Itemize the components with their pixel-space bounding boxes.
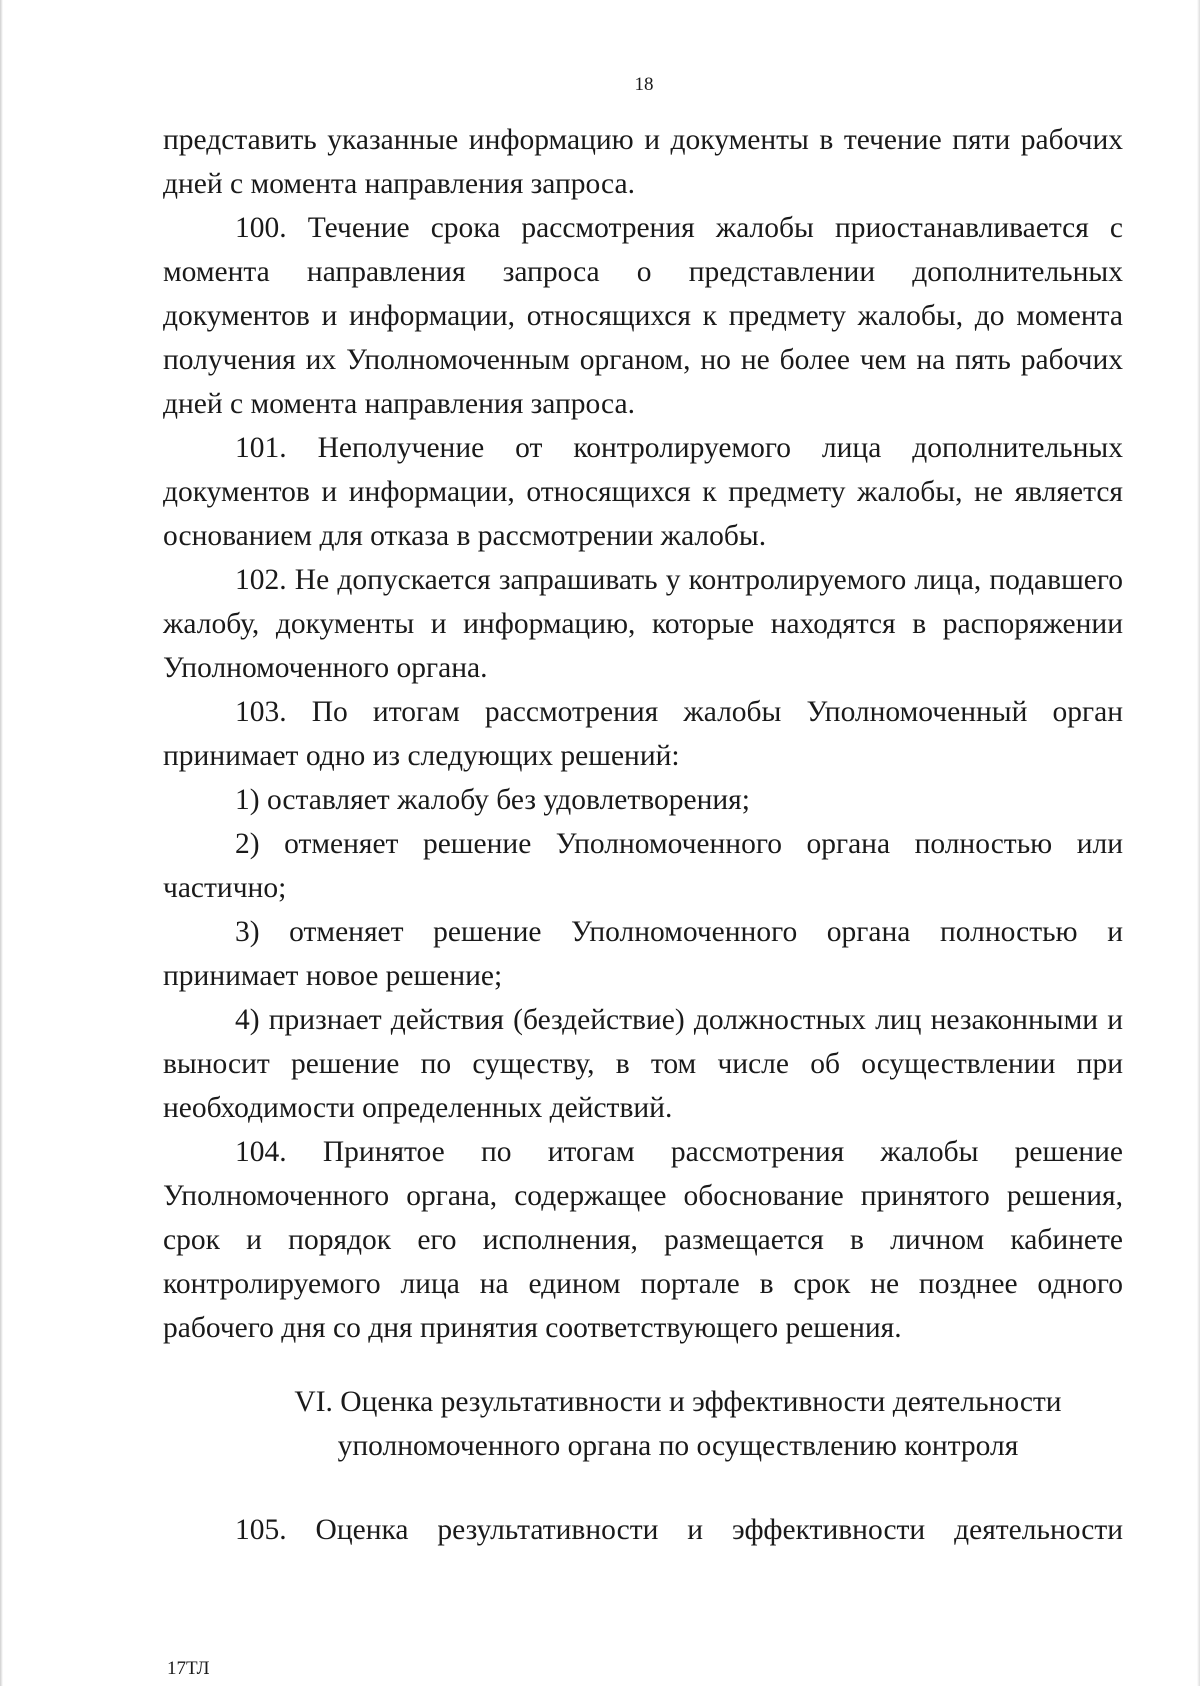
list-item-3: 3) отменяет решение Уполномоченного органа полностью и принимает новое решение;: [163, 916, 1123, 992]
paragraph-104: 104. Принятое по итогам рассмотрения жалобы решение Уполномоченного органа, содержащее обоснование принятого решения, срок и порядок его исполнения, размещается в личном кабинете контролируемого лица на едином портале в срок не позднее одного рабочего дня со дня принятия соответствующего решения.: [163, 1136, 1123, 1344]
section-heading: [163, 1380, 1123, 1468]
paragraph-100: 100. Течение срока рассмотрения жалобы приостанавливается с момента направления запроса о представлении дополнительных документов и информации, относящихся к предмету жалобы, до момента получения их Уполномоченным органом, но не более чем на пять рабочих дней с момента направления запроса.: [163, 212, 1123, 420]
list-item-4: 4) признает действия (бездействие) должностных лиц незаконными и выносит решение по существу, в том числе об осуществлении при необходимости определенных действий.: [163, 1004, 1123, 1124]
paragraph-102: 102. Не допускается запрашивать у контролируемого лица, подавшего жалобу, документы и информацию, которые находятся в распоряжении Уполномоченного органа.: [163, 564, 1123, 684]
paragraph-105: 105. Оценка результативности и эффективности деятельности: [235, 1514, 1123, 1546]
list-item-1: 1) оставляет жалобу без удовлетворения;: [235, 784, 750, 816]
page-number: 18: [634, 74, 654, 95]
footer-code: 17ТЛ: [167, 1658, 210, 1679]
paragraph-continuation: представить указанные информацию и документы в течение пяти рабочих дней с момента направления запроса.: [163, 124, 1123, 200]
list-item-2: 2) отменяет решение Уполномоченного органа полностью или частично;: [163, 828, 1123, 904]
section-heading-line-1: VI. Оценка результативности и эффективности деятельности: [294, 1386, 1062, 1418]
document-body: [163, 118, 1123, 1552]
paragraph-103: 103. По итогам рассмотрения жалобы Уполномоченный орган принимает одно из следующих решений:: [163, 696, 1123, 772]
paragraph-101: 101. Неполучение от контролируемого лица дополнительных документов и информации, относящихся к предмету жалобы, не является основанием для отказа в рассмотрении жалобы.: [163, 432, 1123, 552]
section-heading-line-2: уполномоченного органа по осуществлению контроля: [337, 1430, 1019, 1462]
scan-edge-left: [0, 0, 3, 1686]
